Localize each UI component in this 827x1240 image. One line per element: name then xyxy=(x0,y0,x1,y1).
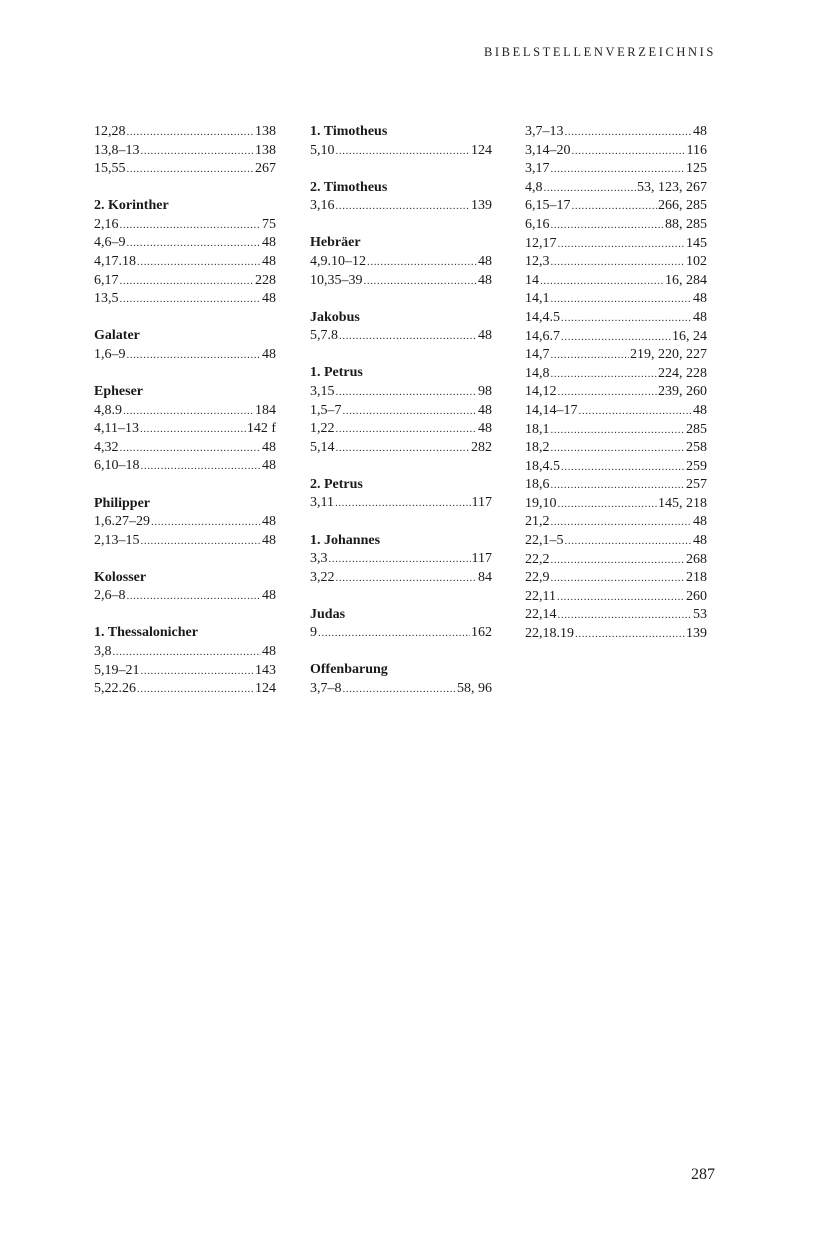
index-entry xyxy=(94,290,276,309)
page-references: 138 xyxy=(255,124,276,139)
page-references: 48 xyxy=(262,235,276,251)
index-entry xyxy=(525,328,707,347)
verse-reference: 22,14 xyxy=(525,607,557,623)
dot-leader xyxy=(551,216,665,235)
page-references: 145, 218 xyxy=(658,495,707,511)
page-references: 125 xyxy=(686,161,707,177)
index-entry xyxy=(94,234,276,253)
dot-leader xyxy=(367,253,477,272)
book-heading: 2. Petrus xyxy=(310,476,363,492)
verse-reference: 1,6.27–29 xyxy=(94,514,150,530)
verse-reference: 4,6–9 xyxy=(94,235,126,251)
dot-leader xyxy=(343,402,478,421)
dot-leader xyxy=(551,421,686,440)
dot-leader xyxy=(120,272,255,291)
page-references: 16, 284 xyxy=(665,272,707,288)
verse-reference: 3,14–20 xyxy=(525,142,571,158)
page-references: 58, 96 xyxy=(457,681,492,697)
book-heading: Galater xyxy=(94,328,140,344)
index-entry xyxy=(525,476,707,495)
verse-reference: 5,10 xyxy=(310,142,335,158)
page-references: 267 xyxy=(255,161,276,177)
verse-reference: 4,8 xyxy=(525,179,543,195)
dot-leader xyxy=(551,253,686,272)
verse-reference: 3,17 xyxy=(525,161,550,177)
page-references: 84 xyxy=(478,569,492,585)
book-heading: 2. Timotheus xyxy=(310,179,388,195)
index-entry xyxy=(310,569,492,588)
index-entry xyxy=(525,123,707,142)
verse-reference: 6,16 xyxy=(525,216,550,232)
index-section xyxy=(94,327,276,364)
index-entry xyxy=(525,179,707,198)
page-references: 138 xyxy=(255,142,276,158)
index-entry xyxy=(94,532,276,551)
page-references: 48 xyxy=(262,532,276,548)
page-references: 48 xyxy=(693,402,707,418)
dot-leader xyxy=(551,346,630,365)
index-section xyxy=(310,179,492,216)
dot-leader xyxy=(557,588,685,607)
dot-leader xyxy=(151,513,261,532)
page-references: 285 xyxy=(686,421,707,437)
verse-reference: 14,8 xyxy=(525,365,550,381)
index-entry xyxy=(525,309,707,328)
dot-leader xyxy=(336,383,478,402)
index-entry xyxy=(525,569,707,588)
page-references: 48 xyxy=(478,421,492,437)
verse-reference: 5,14 xyxy=(310,439,335,455)
page-number: 287 xyxy=(691,1166,715,1183)
page-references: 139 xyxy=(471,198,492,214)
index-entry xyxy=(525,160,707,179)
index-entry xyxy=(94,253,276,272)
book-heading: 1. Thessalonicher xyxy=(94,625,198,641)
verse-reference: 9 xyxy=(310,625,317,641)
index-section xyxy=(310,606,492,643)
page-references: 48 xyxy=(478,253,492,269)
index-entry xyxy=(525,142,707,161)
dot-leader xyxy=(141,457,262,476)
index-entry xyxy=(94,216,276,235)
dot-leader xyxy=(140,420,246,439)
index-entry xyxy=(525,551,707,570)
dot-leader xyxy=(561,309,692,328)
index-entry xyxy=(525,625,707,644)
page-references: 98 xyxy=(478,383,492,399)
index-entry xyxy=(525,421,707,440)
index-entry xyxy=(94,402,276,421)
verse-reference: 2,16 xyxy=(94,216,119,232)
page-references: 228 xyxy=(255,272,276,288)
dot-leader xyxy=(127,234,262,253)
index-entry xyxy=(310,680,492,699)
index-column-1 xyxy=(94,123,276,717)
book-heading: Philipper xyxy=(94,495,151,511)
verse-reference: 14 xyxy=(525,272,539,288)
book-heading: 2. Korinther xyxy=(94,198,169,214)
index-entry xyxy=(525,532,707,551)
dot-leader xyxy=(336,420,478,439)
dot-leader xyxy=(127,587,262,606)
index-section xyxy=(94,123,276,179)
verse-reference: 2,13–15 xyxy=(94,532,140,548)
page-references: 48 xyxy=(262,254,276,270)
page-references: 48 xyxy=(693,533,707,549)
verse-reference: 1,22 xyxy=(310,421,335,437)
verse-reference: 15,55 xyxy=(94,161,126,177)
verse-reference: 4,32 xyxy=(94,439,119,455)
verse-reference: 6,10–18 xyxy=(94,458,140,474)
book-heading: 1. Timotheus xyxy=(310,124,388,139)
dot-leader xyxy=(329,550,471,569)
page-references: 239, 260 xyxy=(658,384,707,400)
verse-reference: 4,11–13 xyxy=(94,421,139,437)
dot-leader xyxy=(551,476,686,495)
index-section xyxy=(310,661,492,698)
page-references: 48 xyxy=(262,514,276,530)
page-references: 139 xyxy=(686,626,707,642)
dot-leader xyxy=(336,197,471,216)
index-entry xyxy=(94,123,276,142)
index-section xyxy=(94,624,276,698)
verse-reference: 19,10 xyxy=(525,495,557,511)
verse-reference: 4,8.9 xyxy=(94,402,122,418)
index-entry xyxy=(525,290,707,309)
book-heading: Epheser xyxy=(94,384,143,400)
page-references: 48 xyxy=(262,644,276,660)
index-entry xyxy=(94,680,276,699)
verse-reference: 3,3 xyxy=(310,551,328,567)
dot-leader xyxy=(127,160,255,179)
dot-leader xyxy=(123,402,254,421)
dot-leader xyxy=(137,253,261,272)
index-section xyxy=(94,383,276,476)
dot-leader xyxy=(561,328,671,347)
index-entry xyxy=(94,439,276,458)
verse-reference: 14,4.5 xyxy=(525,309,560,325)
page-references: 102 xyxy=(686,254,707,270)
index-entry xyxy=(310,383,492,402)
index-entry xyxy=(525,588,707,607)
verse-reference: 6,15–17 xyxy=(525,198,571,214)
dot-leader xyxy=(551,439,686,458)
index-section xyxy=(94,569,276,606)
dot-leader xyxy=(120,290,262,309)
page-references: 75 xyxy=(262,216,276,232)
dot-leader xyxy=(540,272,664,291)
index-section xyxy=(94,495,276,551)
page-references: 53 xyxy=(693,607,707,623)
index-section xyxy=(310,123,492,160)
index-entry xyxy=(525,253,707,272)
index-entry xyxy=(310,420,492,439)
dot-leader xyxy=(575,625,685,644)
index-section xyxy=(94,197,276,309)
verse-reference: 12,28 xyxy=(94,124,126,139)
page-references: 257 xyxy=(686,477,707,493)
verse-reference: 6,17 xyxy=(94,272,119,288)
index-entry xyxy=(525,235,707,254)
page-references: 162 xyxy=(471,625,492,641)
verse-reference: 13,5 xyxy=(94,291,119,307)
dot-leader xyxy=(336,142,471,161)
index-entry xyxy=(94,160,276,179)
page-references: 48 xyxy=(478,272,492,288)
index-entry xyxy=(525,346,707,365)
dot-leader xyxy=(551,513,693,532)
page-references: 282 xyxy=(471,439,492,455)
verse-reference: 1,5–7 xyxy=(310,402,342,418)
page-references: 117 xyxy=(471,495,492,511)
index-entry xyxy=(310,494,492,513)
verse-reference: 12,17 xyxy=(525,235,557,251)
dot-leader xyxy=(551,160,686,179)
book-heading: 1. Petrus xyxy=(310,365,363,381)
page-references: 48 xyxy=(693,309,707,325)
index-entry xyxy=(525,495,707,514)
page-references: 260 xyxy=(686,588,707,604)
page-references: 53, 123, 267 xyxy=(637,179,707,195)
dot-leader xyxy=(565,532,693,551)
dot-leader xyxy=(336,569,478,588)
index-entry xyxy=(94,457,276,476)
page-references: 48 xyxy=(262,588,276,604)
index-entry xyxy=(94,346,276,365)
page-references: 268 xyxy=(686,551,707,567)
book-heading: Offenbarung xyxy=(310,662,388,678)
index-entry xyxy=(310,272,492,291)
verse-reference: 5,22.26 xyxy=(94,681,136,697)
index-column-2 xyxy=(310,123,492,717)
dot-leader xyxy=(137,680,254,699)
verse-reference: 3,8 xyxy=(94,644,112,660)
dot-leader xyxy=(141,662,255,681)
dot-leader xyxy=(127,123,255,142)
page-references: 48 xyxy=(478,328,492,344)
page-references: 117 xyxy=(471,551,492,567)
dot-leader xyxy=(339,327,477,346)
dot-leader xyxy=(127,346,262,365)
verse-reference: 3,16 xyxy=(310,198,335,214)
index-entry xyxy=(525,513,707,532)
page-references: 219, 220, 227 xyxy=(630,347,707,363)
index-entry xyxy=(94,662,276,681)
dot-leader xyxy=(579,402,693,421)
verse-reference: 3,15 xyxy=(310,383,335,399)
book-heading: Hebräer xyxy=(310,235,361,251)
book-heading: Judas xyxy=(310,606,346,622)
dot-leader xyxy=(551,365,658,384)
dot-leader xyxy=(318,624,470,643)
book-heading: 1. Johannes xyxy=(310,532,381,548)
index-section xyxy=(310,309,492,346)
verse-reference: 10,35–39 xyxy=(310,272,363,288)
page-references: 48 xyxy=(478,402,492,418)
verse-reference: 18,6 xyxy=(525,477,550,493)
dot-leader xyxy=(141,142,255,161)
page-references: 259 xyxy=(686,458,707,474)
verse-reference: 4,17.18 xyxy=(94,254,136,270)
index-section xyxy=(310,532,492,588)
dot-leader xyxy=(565,123,693,142)
page-references: 142 f xyxy=(246,421,276,437)
index-section xyxy=(310,364,492,457)
verse-reference: 22,18.19 xyxy=(525,626,574,642)
page-references: 266, 285 xyxy=(658,198,707,214)
verse-reference: 5,19–21 xyxy=(94,662,140,678)
dot-leader xyxy=(572,197,658,216)
page-references: 143 xyxy=(255,662,276,678)
page-references: 16, 24 xyxy=(672,328,707,344)
index-entry xyxy=(310,624,492,643)
index-section xyxy=(525,123,707,644)
page-references: 48 xyxy=(693,291,707,307)
page-references: 124 xyxy=(471,142,492,158)
page-references: 48 xyxy=(262,291,276,307)
verse-reference: 22,11 xyxy=(525,588,556,604)
page-references: 88, 285 xyxy=(665,216,707,232)
dot-leader xyxy=(572,142,686,161)
page-references: 48 xyxy=(262,439,276,455)
index-entry xyxy=(310,327,492,346)
index-entry xyxy=(310,550,492,569)
index-entry xyxy=(310,439,492,458)
page-references: 145 xyxy=(686,235,707,251)
dot-leader xyxy=(558,495,658,514)
verse-reference: 14,1 xyxy=(525,291,550,307)
index-entry xyxy=(525,365,707,384)
dot-leader xyxy=(561,458,685,477)
index-entry xyxy=(94,587,276,606)
verse-reference: 18,2 xyxy=(525,440,550,456)
verse-reference: 4,9.10–12 xyxy=(310,253,366,269)
verse-reference: 22,9 xyxy=(525,570,550,586)
index-entry xyxy=(94,142,276,161)
index-entry xyxy=(94,643,276,662)
dot-leader xyxy=(551,551,686,570)
dot-leader xyxy=(558,235,686,254)
verse-reference: 14,7 xyxy=(525,347,550,363)
dot-leader xyxy=(551,290,693,309)
index-entry xyxy=(525,272,707,291)
dot-leader xyxy=(113,643,262,662)
dot-leader xyxy=(336,439,471,458)
index-entry xyxy=(525,197,707,216)
index-entry xyxy=(310,142,492,161)
verse-reference: 3,7–8 xyxy=(310,681,342,697)
dot-leader xyxy=(558,383,658,402)
page-references: 124 xyxy=(255,681,276,697)
verse-reference: 5,7.8 xyxy=(310,328,338,344)
running-head: BIBELSTELLENVERZEICHNIS xyxy=(483,45,716,59)
verse-reference: 14,12 xyxy=(525,384,557,400)
verse-reference: 12,3 xyxy=(525,254,550,270)
index-entry xyxy=(525,606,707,625)
page-references: 48 xyxy=(693,124,707,139)
page-references: 48 xyxy=(262,346,276,362)
dot-leader xyxy=(120,216,262,235)
index-entry xyxy=(525,402,707,421)
index-entry xyxy=(310,253,492,272)
dot-leader xyxy=(551,569,686,588)
page-references: 116 xyxy=(686,142,707,158)
dot-leader xyxy=(544,179,637,198)
dot-leader xyxy=(120,439,262,458)
page-references: 258 xyxy=(686,440,707,456)
index-column-3 xyxy=(525,123,707,662)
dot-leader xyxy=(141,532,262,551)
page-references: 184 xyxy=(255,402,276,418)
dot-leader xyxy=(558,606,693,625)
index-entry xyxy=(525,216,707,235)
verse-reference: 3,7–13 xyxy=(525,124,564,139)
index-section xyxy=(310,476,492,513)
dot-leader xyxy=(364,272,478,291)
verse-reference: 14,6.7 xyxy=(525,328,560,344)
index-section xyxy=(310,234,492,290)
page-references: 48 xyxy=(693,514,707,530)
index-entry xyxy=(525,458,707,477)
index-entry xyxy=(94,272,276,291)
book-heading: Kolosser xyxy=(94,569,147,585)
index-entry xyxy=(525,439,707,458)
index-entry xyxy=(94,513,276,532)
verse-reference: 18,1 xyxy=(525,421,550,437)
verse-reference: 14,14–17 xyxy=(525,402,578,418)
verse-reference: 1,6–9 xyxy=(94,346,126,362)
page-references: 218 xyxy=(686,570,707,586)
verse-reference: 3,22 xyxy=(310,569,335,585)
index-entry xyxy=(310,197,492,216)
verse-reference: 22,2 xyxy=(525,551,550,567)
page-references: 224, 228 xyxy=(658,365,707,381)
verse-reference: 21,2 xyxy=(525,514,550,530)
index-entry xyxy=(94,420,276,439)
verse-reference: 3,11 xyxy=(310,495,334,511)
verse-reference: 18,4.5 xyxy=(525,458,560,474)
verse-reference: 22,1–5 xyxy=(525,533,564,549)
verse-reference: 13,8–13 xyxy=(94,142,140,158)
book-heading: Jakobus xyxy=(310,309,360,325)
verse-reference: 2,6–8 xyxy=(94,588,126,604)
dot-leader xyxy=(335,494,471,513)
index-entry xyxy=(310,402,492,421)
index-entry xyxy=(525,383,707,402)
dot-leader xyxy=(343,680,457,699)
page-references: 48 xyxy=(262,458,276,474)
